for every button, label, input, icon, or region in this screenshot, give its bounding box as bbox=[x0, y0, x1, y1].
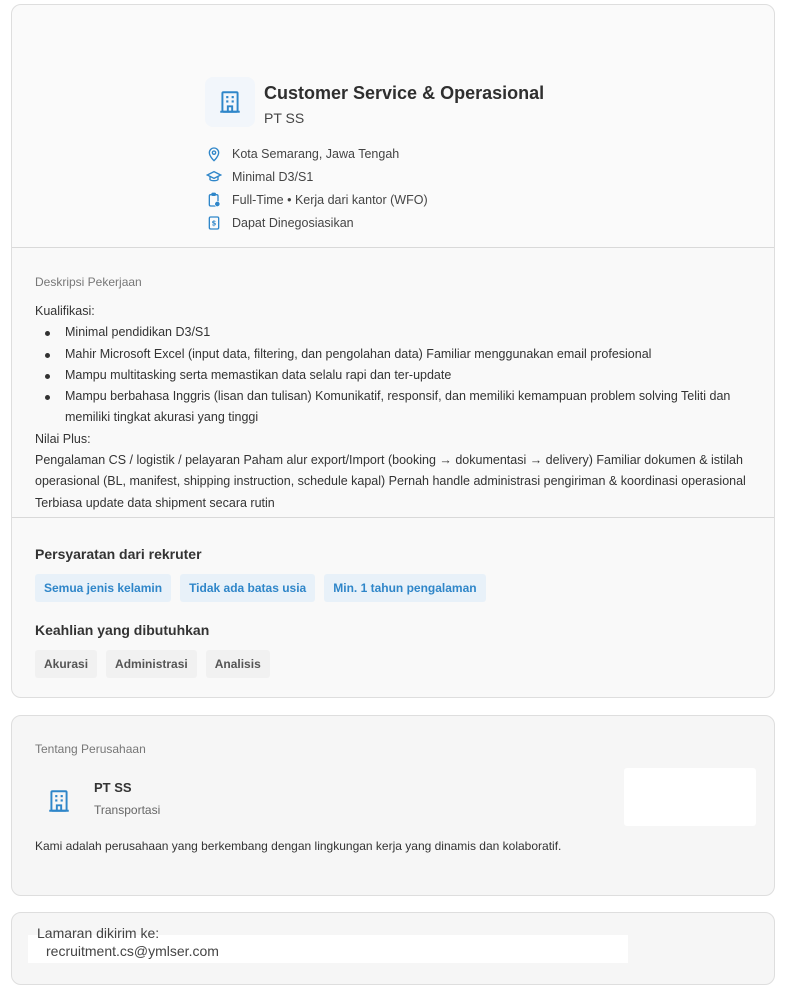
divider bbox=[12, 517, 774, 518]
location-pin-icon bbox=[206, 146, 222, 162]
company-description: Kami adalah perusahaan yang berkembang dengan lingkungan kerja yang dinamis dan kolaboratif. bbox=[35, 839, 562, 853]
blank-panel bbox=[624, 768, 756, 826]
company-logo bbox=[32, 774, 86, 828]
skill-chip: Akurasi bbox=[35, 650, 97, 678]
requirements-chips bbox=[35, 574, 486, 602]
requirements-heading: Persyaratan dari rekruter bbox=[35, 546, 202, 562]
company-name[interactable]: PT SS bbox=[94, 780, 132, 795]
requirement-chip: Min. 1 tahun pengalaman bbox=[324, 574, 485, 602]
company-card bbox=[11, 715, 775, 896]
company-industry: Transportasi bbox=[94, 803, 161, 817]
list-item: Minimal pendidikan D3/S1 bbox=[43, 322, 760, 343]
job-education: Minimal D3/S1 bbox=[206, 169, 313, 185]
job-type: Full-Time • Kerja dari kantor (WFO) bbox=[206, 192, 428, 208]
job-detail-card bbox=[11, 4, 775, 698]
description-label: Deskripsi Pekerjaan bbox=[35, 275, 142, 289]
job-description bbox=[35, 301, 760, 514]
requirement-chip: Tidak ada batas usia bbox=[180, 574, 315, 602]
svg-text:$: $ bbox=[211, 219, 217, 228]
skill-chip: Administrasi bbox=[106, 650, 197, 678]
plus-text: Pengalaman CS / logistik / pelayaran Paham alur export/Import (booking → dokumentasi → delivery) Familiar dokumen & istilah operasional (BL, manifest, shipping instruction, schedule kapal) Pernah handle administrasi pengiriman & koordinasi operasional Terbiasa update data shipment secara rutin bbox=[35, 453, 746, 510]
company-logo bbox=[205, 77, 255, 127]
apply-label: Lamaran dikirim ke: bbox=[37, 925, 160, 941]
job-title: Customer Service & Operasional bbox=[264, 83, 545, 103]
job-location: Kota Semarang, Jawa Tengah bbox=[206, 146, 399, 162]
clipboard-clock-icon bbox=[206, 192, 222, 208]
apply-email[interactable]: recruitment.cs@ymlser.com bbox=[46, 943, 219, 959]
qualifications-list bbox=[35, 322, 760, 428]
list-item: Mampu berbahasa Inggris (lisan dan tulisan) Komunikatif, responsif, dan memiliki kemampuan problem solving Teliti dan memiliki tingkat akurasi yang tinggi bbox=[43, 386, 760, 429]
plus-heading: Nilai Plus: bbox=[35, 431, 91, 446]
qualifications-heading: Kualifikasi: bbox=[35, 304, 95, 318]
skills-chips bbox=[35, 650, 270, 678]
job-header bbox=[12, 5, 774, 247]
apply-card bbox=[11, 912, 775, 985]
list-item: Mahir Microsoft Excel (input data, filtering, dan pengolahan data) Familiar menggunakan email profesional bbox=[43, 344, 760, 365]
divider bbox=[12, 247, 774, 248]
skills-heading: Keahlian yang dibutuhkan bbox=[35, 622, 210, 638]
building-icon bbox=[217, 89, 243, 115]
building-icon bbox=[46, 788, 72, 814]
salary-document-icon bbox=[206, 215, 222, 231]
company-section-label: Tentang Perusahaan bbox=[35, 742, 146, 756]
job-salary: $ Dapat Dinegosiasikan bbox=[206, 215, 354, 231]
requirement-chip: Semua jenis kelamin bbox=[35, 574, 171, 602]
company-name[interactable]: PT SS bbox=[264, 110, 305, 126]
list-item: Mampu multitasking serta memastikan data selalu rapi dan ter-update bbox=[43, 365, 760, 386]
skill-chip: Analisis bbox=[206, 650, 270, 678]
graduation-cap-icon bbox=[206, 169, 222, 185]
